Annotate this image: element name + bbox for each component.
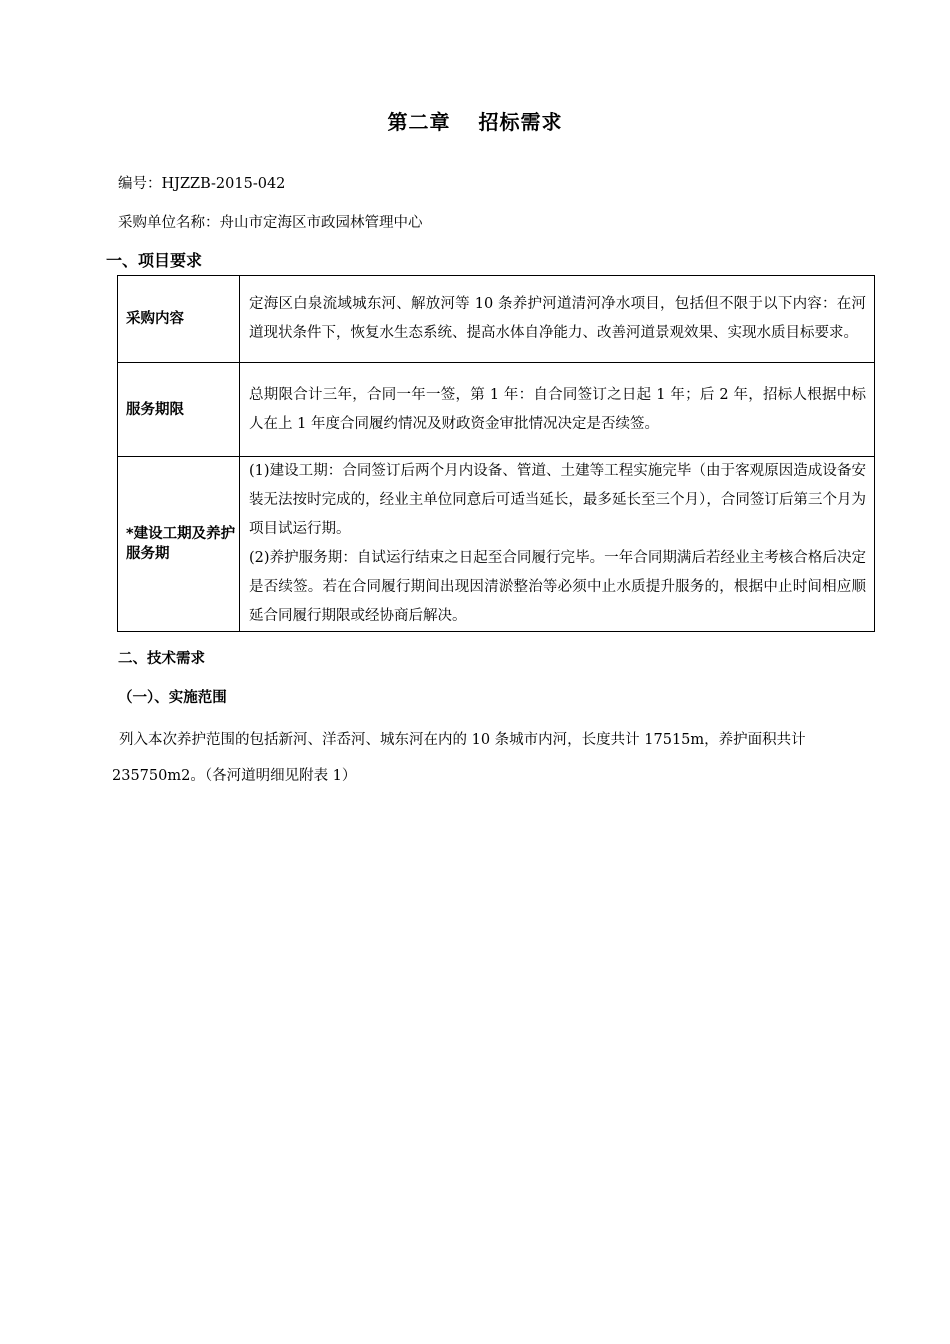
section-2-heading: 二、技术需求	[118, 651, 205, 667]
table-row	[118, 363, 875, 457]
subsection-heading: （一）、实施范围	[118, 690, 227, 706]
construction-period-text: (1)建设工期：合同签订后两个月内设备、管道、土建等工程实施完毕（由于客观原因造成设备安装无法按时完成的，经业主单位同意后可适当延长，最多延长至三个月），合同签订后第三个月为项目试运行期。	[249, 463, 866, 537]
row-label: 采购内容	[118, 276, 240, 363]
section-1-heading: 一、项目要求	[106, 251, 203, 270]
row-value: 定海区白泉流域城东河、解放河等 10 条养护河道清河净水项目，包括但不限于以下内容：在河道现状条件下，恢复水生态系统、提高水体自净能力、改善河道景观效果、实现水质目标要求。	[240, 276, 875, 363]
row-value: 总期限合计三年，合同一年一签，第 1 年：自合同签订之日起 1 年；后 2 年，招标人根据中标人在上 1 年度合同履约情况及财政资金审批情况决定是否续签。	[240, 363, 875, 457]
requirements-table	[117, 275, 875, 632]
buyer-name: 采购单位名称：舟山市定海区市政园林管理中心	[118, 215, 423, 231]
table-row	[118, 276, 875, 363]
document-number: 编号：HJZZB-2015-042	[118, 176, 286, 192]
row-label: *建设工期及养护服务期	[118, 457, 240, 632]
scope-paragraph: 列入本次养护范围的包括新河、洋岙河、城东河在内的 10 条城市内河，长度共计 17515m，养护面积共计 235750m2。（各河道明细见附表 1）	[112, 732, 806, 784]
chapter-name: 招标需求	[478, 110, 563, 134]
row-value	[240, 457, 875, 632]
chapter-number: 第二章	[387, 110, 451, 134]
table-row	[118, 457, 875, 632]
chapter-title	[0, 106, 950, 135]
maintenance-period-text: (2)养护服务期：自试运行结束之日起至合同履行完毕。一年合同期满后若经业主考核合格后决定是否续签。若在合同履行期间出现因清淤整治等必须中止水质提升服务的，根据中止时间相应顺延合同履行期限或经协商后解决。	[249, 550, 866, 624]
row-label: 服务期限	[118, 363, 240, 457]
